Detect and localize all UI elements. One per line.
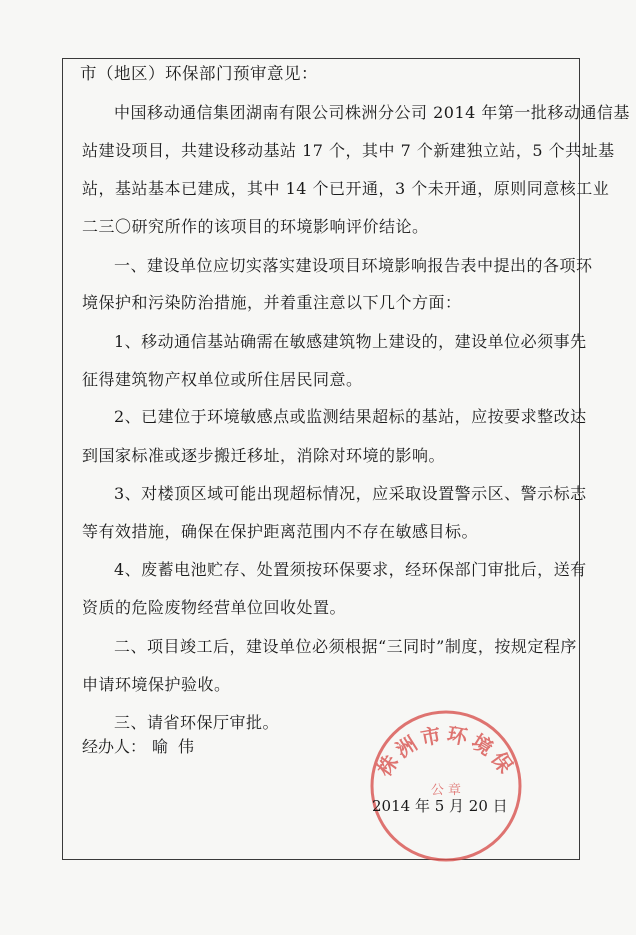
signer-label: 经办人： <box>82 737 147 756</box>
seal-arc-text: 株洲市环境保 <box>371 722 521 781</box>
paragraph-line: 征得建筑物产权单位或所住居民同意。 <box>82 370 363 389</box>
paragraph-line: 三、请省环保厅审批。 <box>114 713 280 732</box>
paragraph-line: 4、废蓄电池贮存、处置须按环保要求，经环保部门审批后，送有 <box>114 560 587 579</box>
paragraph-line: 境保护和污染防治措施，并着重注意以下几个方面： <box>82 293 462 312</box>
paragraph-line: 等有效措施，确保在保护距离范围内不存在敏感目标。 <box>82 522 479 541</box>
paragraph-line: 2、已建位于环境敏感点或监测结果超标的基站，应按要求整改达 <box>114 407 587 426</box>
paragraph-line: 一、建设单位应切实落实建设项目环境影响报告表中提出的各项环 <box>114 256 593 275</box>
paragraph-line: 站，基站基本已建成，其中 14 个已开通，3 个未开通，原则同意核工业 <box>82 179 610 198</box>
paragraph-line: 资质的危险废物经营单位回收处置。 <box>82 598 347 617</box>
paragraph-line: 3、对楼顶区域可能出现超标情况，应采取设置警示区、警示标志 <box>114 484 587 503</box>
document-date: 2014 年 5 月 20 日 <box>372 797 508 815</box>
paragraph-line: 站建设项目，共建设移动基站 17 个，其中 7 个新建独立站，5 个共址基 <box>82 141 615 160</box>
signer-line <box>82 734 204 757</box>
paragraph-line: 1、移动通信基站确需在敏感建筑物上建设的，建设单位必须事先 <box>114 332 587 351</box>
paragraph-line: 到国家标准或逐步搬迁移址，消除对环境的影响。 <box>82 446 446 465</box>
paragraph-line: 二三〇研究所作的该项目的环境影响评价结论。 <box>82 217 429 236</box>
paragraph-line: 中国移动通信集团湖南有限公司株洲分公司 2014 年第一批移动通信基 <box>114 103 630 122</box>
paragraph-line: 申请环境保护验收。 <box>82 675 231 694</box>
opinion-heading: 市（地区）环保部门预审意见： <box>80 64 318 83</box>
paragraph-line: 二、项目竣工后，建设单位必须根据“三同时”制度，按规定程序 <box>114 637 577 656</box>
signer-name: 喻伟 <box>152 737 205 756</box>
official-seal <box>356 690 536 870</box>
seal-center-text: 公 章 <box>430 783 462 798</box>
